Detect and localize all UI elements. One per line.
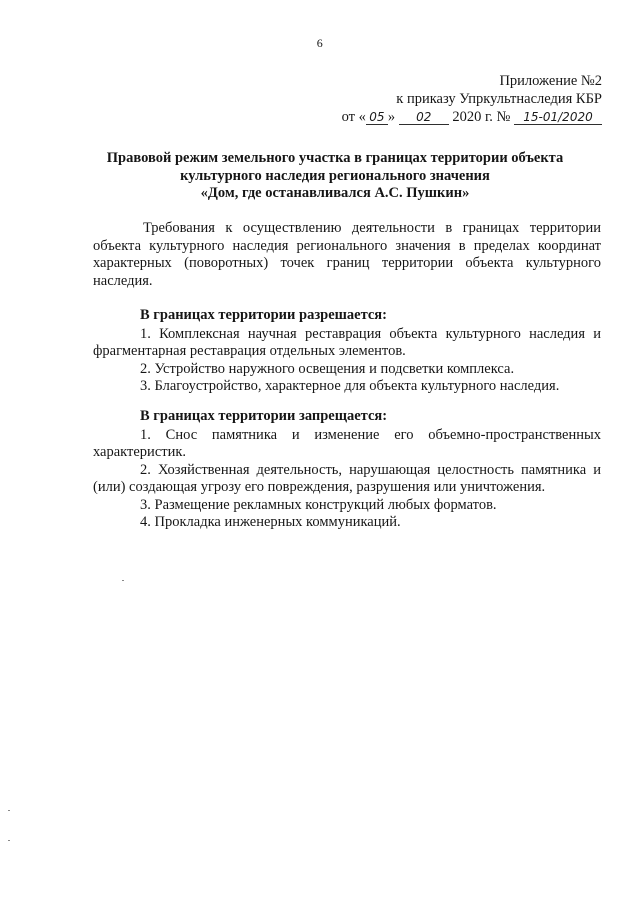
scan-speck <box>8 810 10 811</box>
forbidden-heading: В границах территории запрещается: <box>140 408 388 424</box>
appendix-date-line <box>342 108 602 126</box>
handwritten-order-number: 15-01/2020 <box>514 110 602 125</box>
allowed-item-1: 1. Комплексная научная реставрация объекта культурного наследия и фрагментарная реставрация отдельных элементов. <box>93 325 601 359</box>
forbidden-item-3: 3. Размещение рекламных конструкций любых форматов. <box>140 496 497 513</box>
appendix-header <box>342 72 602 126</box>
forbidden-item-4: 4. Прокладка инженерных коммуникаций. <box>140 514 401 530</box>
forbidden-section <box>93 408 601 532</box>
title-line-2: культурного наследия регионального значения <box>180 167 490 184</box>
date-prefix: от « <box>341 109 366 125</box>
page-number: 6 <box>316 36 324 50</box>
forbidden-item-1: 1. Снос памятника и изменение его объемно-пространственных характеристик. <box>93 426 601 460</box>
allowed-section <box>93 307 601 396</box>
document-title <box>60 150 610 203</box>
appendix-order-reference: к приказу Упркультнаследия КБР <box>396 91 602 107</box>
scan-speck <box>8 840 10 841</box>
forbidden-item-2: 2. Хозяйственная деятельность, нарушающая целостность памятника и (или) создающая угрозу его повреждения, разрушения или уничтожения. <box>93 461 601 495</box>
handwritten-month: 02 <box>399 110 449 125</box>
title-line-3: «Дом, где останавливался А.С. Пушкин» <box>200 185 470 201</box>
scan-speck <box>122 580 124 581</box>
appendix-title: Приложение №2 <box>499 73 602 89</box>
date-year: 2020 г. № <box>452 109 511 125</box>
allowed-heading: В границах территории разрешается: <box>140 307 387 323</box>
date-mid: » <box>387 109 396 125</box>
allowed-item-3: 3. Благоустройство, характерное для объекта культурного наследия. <box>140 378 560 394</box>
title-line-1: Правовой режим земельного участка в границах территории объекта <box>106 150 564 166</box>
intro-paragraph: Требования к осуществлению деятельности в границах территории объекта культурного наследия регионального значения в пределах координат характерных (поворотных) точек границ территории объекта культурного наследия. <box>93 220 601 289</box>
handwritten-day: 05 <box>366 110 388 125</box>
allowed-item-2: 2. Устройство наружного освещения и подсветки комплекса. <box>140 360 515 377</box>
